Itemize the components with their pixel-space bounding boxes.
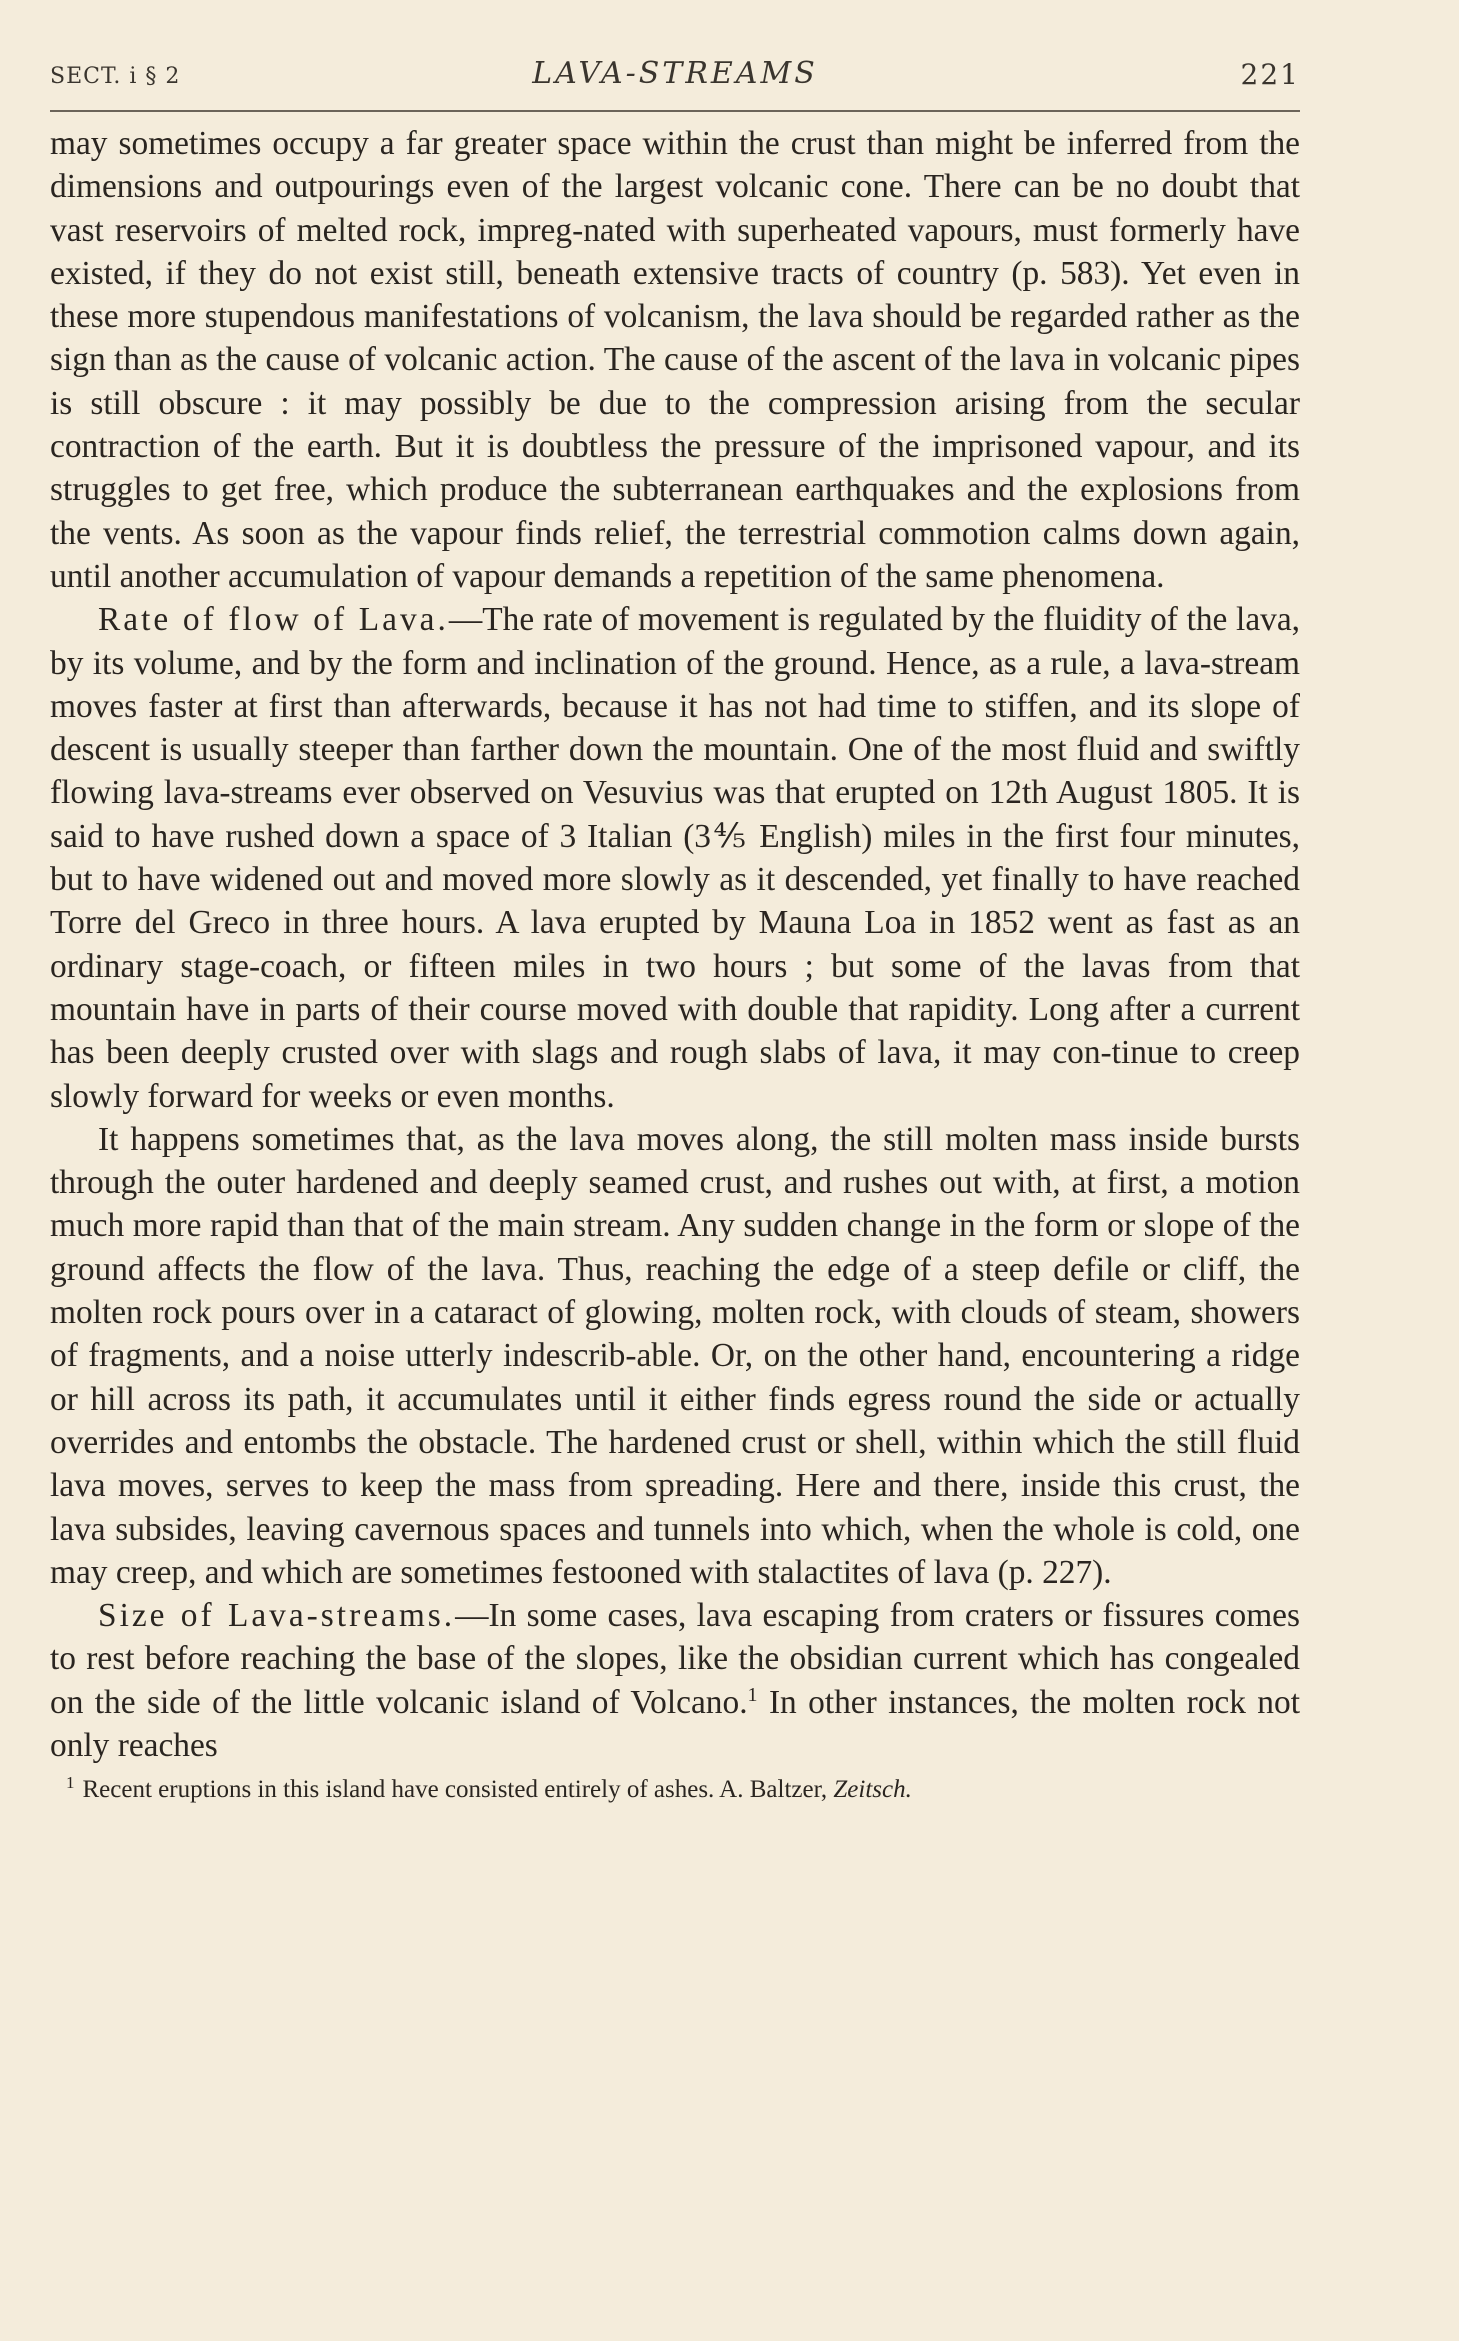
paragraph-size-text-b: In other instances, the molten rock not only reaches	[50, 1683, 1300, 1764]
section-reference: SECT. i § 2	[50, 64, 181, 89]
chapter-title: LAVA-STREAMS	[532, 56, 818, 91]
book-page	[50, 50, 1300, 1805]
footnote-mark: 1	[66, 1772, 75, 1792]
paragraph-molten-mass: It happens sometimes that, as the lava moves along, the still molten mass inside bursts through the outer hardened and deeply seamed crust, and rushes out with, at first, a motion much more rapid than that of the main stream. Any sudden change in the form or slope of the ground affects the flow of the lava. Thus, reaching the edge of a steep defile or cliff, the molten rock pours over in a cataract of glowing, molten rock, with clouds of steam, showers of fragments, and a noise utterly indescrib-able. Or, on the other hand, encountering a ridge or hill across its path, it accumulates until it either finds egress round the side or actually overrides and entombs the obstacle. The hardened crust or shell, within which the still fluid lava moves, serves to keep the mass from spreading. Here and there, inside this crust, the lava subsides, leaving cavernous spaces and tunnels into which, when the whole is cold, one may creep, and which are sometimes festooned with stalactites of lava (p. 227).	[50, 1120, 1300, 1591]
page-number: 221	[1240, 58, 1300, 91]
side-heading-rate-of-flow: Rate of flow of Lava.	[98, 601, 449, 639]
body-text	[50, 122, 1300, 1767]
paragraph-size-text-a: —In some cases, lava escaping from craters or fissures comes to rest before reaching the base of the slopes, like the obsidian current which has congealed on the side of the little volcanic island of Volcano.	[50, 1597, 1300, 1721]
running-head	[50, 50, 1300, 100]
paragraph-size-of-lava-streams	[50, 1594, 1300, 1767]
side-heading-size-of-lava-streams: Size of Lava-streams.	[98, 1597, 456, 1635]
header-rule	[50, 110, 1300, 112]
paragraph-continuation: may sometimes occupy a far greater space within the crust than might be inferred from the dimensions and outpourings even of the largest volcanic cone. There can be no doubt that vast reservoirs of melted rock, impreg-nated with superheated vapours, must formerly have existed, if they do not exist still, beneath extensive tracts of country (p. 583). Yet even in these more stupendous manifestations of volcanism, the lava should be regarded rather as the sign than as the cause of volcanic action. The cause of the ascent of the lava in volcanic pipes is still obscure : it may possibly be due to the compression arising from the secular contraction of the earth. But it is doubtless the pressure of the imprisoned vapour, and its struggles to get free, which produce the subterranean earthquakes and the explosions from the vents. As soon as the vapour finds relief, the terrestrial commotion calms down again, until another accumulation of vapour demands a repetition of the same phenomena.	[50, 125, 1300, 595]
paragraph-rate-of-flow-text: —The rate of movement is regulated by the fluidity of the lava, by its volume, and by the form and inclination of the ground. Hence, as a rule, a lava-stream moves faster at first than afterwards, because it has not had time to stiffen, and its slope of descent is usually steeper than farther down the mountain. One of the most fluid and swiftly flowing lava-streams ever observed on Vesuvius was that erupted on 12th August 1805. It is said to have rushed down a space of 3 Italian (3⅘ English) miles in the first four minutes, but to have widened out and moved more slowly as it descended, yet finally to have reached Torre del Greco in three hours. A lava erupted by Mauna Loa in 1852 went as fast as an ordinary stage-coach, or fifteen miles in two hours ; but some of the lavas from that mountain have in parts of their course moved with double that rapidity. Long after a current has been deeply crusted over with slags and rough slabs of lava, it may con-tinue to creep slowly forward for weeks or even months.	[50, 601, 1301, 1115]
footnote	[50, 1772, 1300, 1805]
paragraph-rate-of-flow	[50, 598, 1300, 1118]
footnote-reference: 1	[747, 1683, 758, 1706]
footnote-journal: Zeitsch.	[833, 1776, 912, 1804]
footnote-text: Recent eruptions in this island have consisted entirely of ashes. A. Baltzer,	[82, 1776, 834, 1804]
